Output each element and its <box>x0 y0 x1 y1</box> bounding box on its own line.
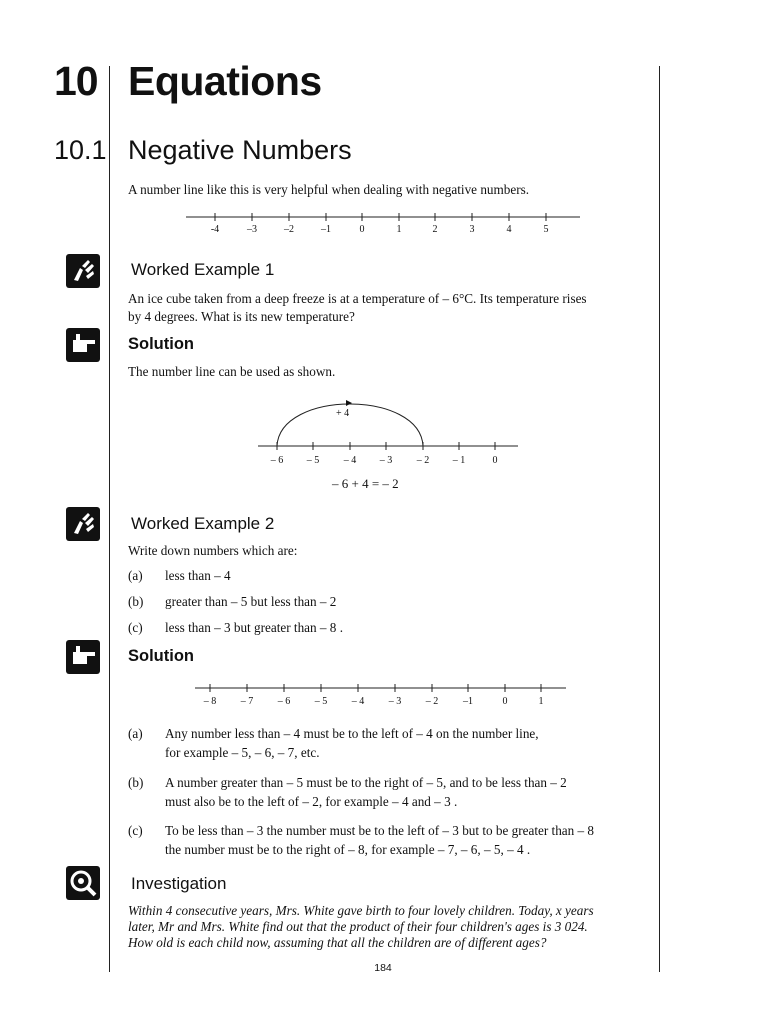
tick-label: 3 <box>469 224 475 235</box>
number-line-1 <box>180 208 590 248</box>
pointing-hand-icon <box>66 328 100 362</box>
tick-label: 0 <box>502 696 508 707</box>
tick-label: – 2 <box>416 455 430 466</box>
number-line-2 <box>250 395 530 475</box>
answer-text-line: Any number less than – 4 must be to the left of – 4 on the number line, <box>165 726 539 741</box>
example-1-text-line: by 4 degrees. What is its new temperature? <box>128 309 355 324</box>
part-label: (b) <box>128 594 144 609</box>
tick-label: -4 <box>210 224 220 235</box>
hand-writing-icon <box>66 507 100 541</box>
tick-label: – 6 <box>277 696 291 707</box>
chapter-title: Equations <box>128 58 322 104</box>
tick-label: – 5 <box>306 455 320 466</box>
tick-label: – 4 <box>343 455 357 466</box>
tick-label: –3 <box>247 224 257 235</box>
tick-label: – 3 <box>379 455 393 466</box>
tick-label: – 1 <box>452 455 466 466</box>
equation: – 6 + 4 = – 2 <box>332 476 399 491</box>
investigation-heading: Investigation <box>131 874 227 893</box>
investigation-text-line: later, Mr and Mrs. White find out that the product of their four children's ages is 3 024. <box>128 919 588 934</box>
part-text: less than – 3 but greater than – 8 . <box>165 620 343 635</box>
answer-label: (b) <box>128 775 144 790</box>
worked-example-1-heading: Worked Example 1 <box>131 260 275 279</box>
solution-1-text: The number line can be used as shown. <box>128 364 336 379</box>
tick-label: 5 <box>543 224 549 235</box>
tick-label: 1 <box>538 696 544 707</box>
answer-text-line: the number must be to the right of – 8, for example – 7, – 6, – 5, – 4 . <box>165 842 531 857</box>
right-margin-rule <box>659 66 660 972</box>
answer-label: (a) <box>128 726 143 741</box>
investigation-text-line: How old is each child now, assuming that all the children are of different ages? <box>128 935 547 950</box>
hand-writing-icon <box>66 254 100 288</box>
tick-label: – 7 <box>240 696 254 707</box>
pointing-hand-icon <box>66 640 100 674</box>
tick-label: –1 <box>321 224 331 235</box>
tick-label: –1 <box>463 696 473 707</box>
tick-label: – 4 <box>351 696 365 707</box>
part-label: (c) <box>128 620 143 635</box>
tick-label: 2 <box>432 224 438 235</box>
solution-1-heading: Solution <box>128 335 194 353</box>
magnifier-icon <box>66 866 100 900</box>
section-number: 10.1 <box>54 135 107 165</box>
intro-text: A number line like this is very helpful when dealing with negative numbers. <box>128 182 530 197</box>
answer-label: (c) <box>128 823 143 838</box>
tick-label: 4 <box>506 224 512 235</box>
answer-text-line: A number greater than – 5 must be to the right of – 5, and to be less than – 2 <box>165 775 567 790</box>
tick-label: –2 <box>284 224 294 235</box>
section-title: Negative Numbers <box>128 135 352 165</box>
page-number: 184 <box>374 962 392 974</box>
tick-label: – 5 <box>314 696 328 707</box>
solution-2-heading: Solution <box>128 647 194 665</box>
answer-text-line: To be less than – 3 the number must be to the left of – 3 but to be greater than – 8 <box>165 823 595 838</box>
tick-label: – 8 <box>203 696 217 707</box>
tick-label: 1 <box>396 224 402 235</box>
chapter-number: 10 <box>54 58 98 104</box>
answer-text-line: must also be to the left of – 2, for example – 4 and – 3 . <box>165 794 458 809</box>
tick-label: – 3 <box>388 696 402 707</box>
answer-text-line: for example – 5, – 6, – 7, etc. <box>165 745 320 760</box>
number-line-3 <box>190 680 570 712</box>
arc-label: + 4 <box>336 408 350 419</box>
example-2-prompt: Write down numbers which are: <box>128 543 298 558</box>
worked-example-2-heading: Worked Example 2 <box>131 514 275 533</box>
part-text: greater than – 5 but less than – 2 <box>165 594 337 609</box>
tick-label: 0 <box>359 224 365 235</box>
tick-label: – 6 <box>270 455 284 466</box>
investigation-text-line: Within 4 consecutive years, Mrs. White gave birth to four lovely children. Today, x years <box>128 903 594 918</box>
tick-label: – 2 <box>425 696 439 707</box>
tick-label: 0 <box>492 455 498 466</box>
part-text: less than – 4 <box>165 568 231 583</box>
example-1-text-line: An ice cube taken from a deep freeze is at a temperature of – 6°C. Its temperature rises <box>128 291 587 306</box>
part-label: (a) <box>128 568 143 583</box>
left-margin-rule <box>109 66 110 972</box>
